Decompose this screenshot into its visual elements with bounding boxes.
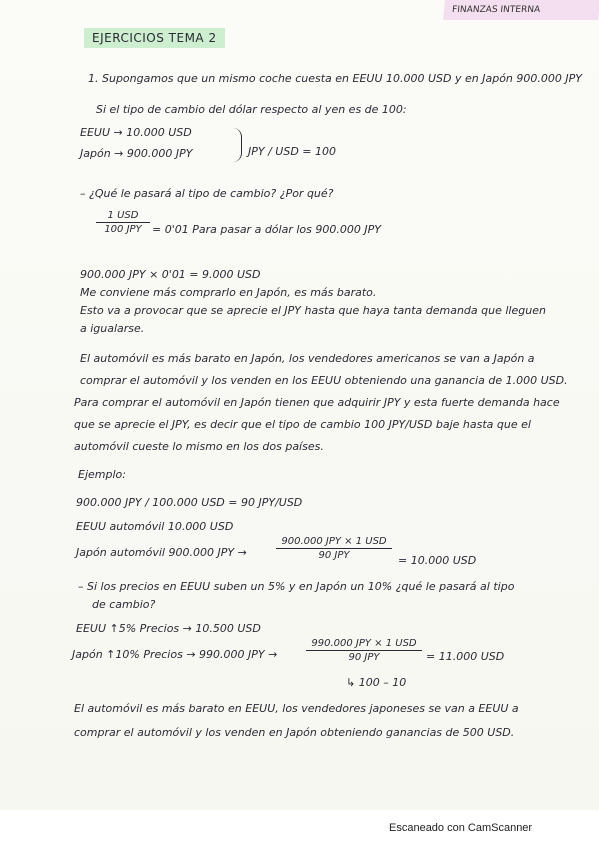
fraction-denominator: 90 JPY <box>348 652 380 663</box>
conversion-note: = 0'01 Para pasar a dólar los 900.000 JPY <box>152 223 381 236</box>
calc-result: = 11.000 USD <box>426 650 505 663</box>
fraction-denominator: 90 JPY <box>318 550 350 561</box>
exchange-rate: JPY / USD = 100 <box>248 145 337 158</box>
fraction-numerator: 990.000 JPY × 1 USD <box>306 638 422 651</box>
japan-price: Japón → 900.000 JPY <box>80 147 193 160</box>
text-line: automóvil cueste lo mismo en los dos países. <box>74 440 324 453</box>
question-line: – ¿Qué le pasará al tipo de cambio? ¿Por qué? <box>80 187 334 200</box>
fraction-numerator: 900.000 JPY × 1 USD <box>276 536 392 549</box>
calc-line: 900.000 JPY / 100.000 USD = 90 JPY/USD <box>76 496 303 509</box>
text-line: Esto va a provocar que se aprecie el JPY hasta que haya tanta demanda que lleguen <box>80 304 546 317</box>
fraction-denominator: 100 JPY <box>104 224 142 235</box>
question-line: – Si los precios en EEUU suben un 5% y en Japón un 10% ¿qué le pasará al tipo <box>78 580 515 593</box>
text-line: Me conviene más comprarlo en Japón, es más barato. <box>80 286 377 299</box>
text-line: El automóvil es más barato en Japón, los vendedores americanos se van a Japón a <box>80 352 535 365</box>
text-line: comprar el automóvil y los venden en Japón obteniendo ganancias de 500 USD. <box>74 726 515 739</box>
subject-tag: FINANZAS INTERNA <box>443 0 599 20</box>
example-heading: Ejemplo: <box>78 468 126 481</box>
text-line: a igualarse. <box>80 322 145 335</box>
scanner-watermark: Escaneado con CamScanner <box>389 822 533 834</box>
fraction-usd-per-jpy <box>96 210 150 235</box>
text-line: El automóvil es más barato en EEUU, los vendedores japoneses se van a EEUU a <box>74 702 519 715</box>
grouping-brace <box>233 128 242 162</box>
fraction-numerator: 1 USD <box>96 210 150 223</box>
calc-note: ↳ 100 – 10 <box>346 676 407 689</box>
text-line: comprar el automóvil y los venden en los EEUU obteniendo una ganancia de 1.000 USD. <box>80 374 568 387</box>
calc-line: EEUU ↑5% Precios → 10.500 USD <box>76 622 261 635</box>
text-line: Para comprar el automóvil en Japón tienen que adquirir JPY y esta fuerte demanda hace <box>74 396 560 409</box>
usa-price: EEUU → 10.000 USD <box>80 126 192 139</box>
fraction-conversion <box>306 638 422 663</box>
calc-line: Japón ↑10% Precios → 990.000 JPY → <box>72 648 278 661</box>
statement-line: Si el tipo de cambio del dólar respecto al yen es de 100: <box>96 103 407 116</box>
fraction-conversion <box>276 536 392 561</box>
calc-line: EEUU automóvil 10.000 USD <box>76 520 234 533</box>
page-title: EJERCICIOS TEMA 2 <box>84 28 225 48</box>
calc-line: 900.000 JPY × 0'01 = 9.000 USD <box>80 268 261 281</box>
calc-line: Japón automóvil 900.000 JPY → <box>76 546 247 559</box>
calc-result: = 10.000 USD <box>398 554 477 567</box>
question-line: de cambio? <box>92 598 156 611</box>
exercise-statement: 1. Supongamos que un mismo coche cuesta en EEUU 10.000 USD y en Japón 900.000 JPY <box>88 72 582 85</box>
text-line: que se aprecie el JPY, es decir que el tipo de cambio 100 JPY/USD baje hasta que el <box>74 418 531 431</box>
